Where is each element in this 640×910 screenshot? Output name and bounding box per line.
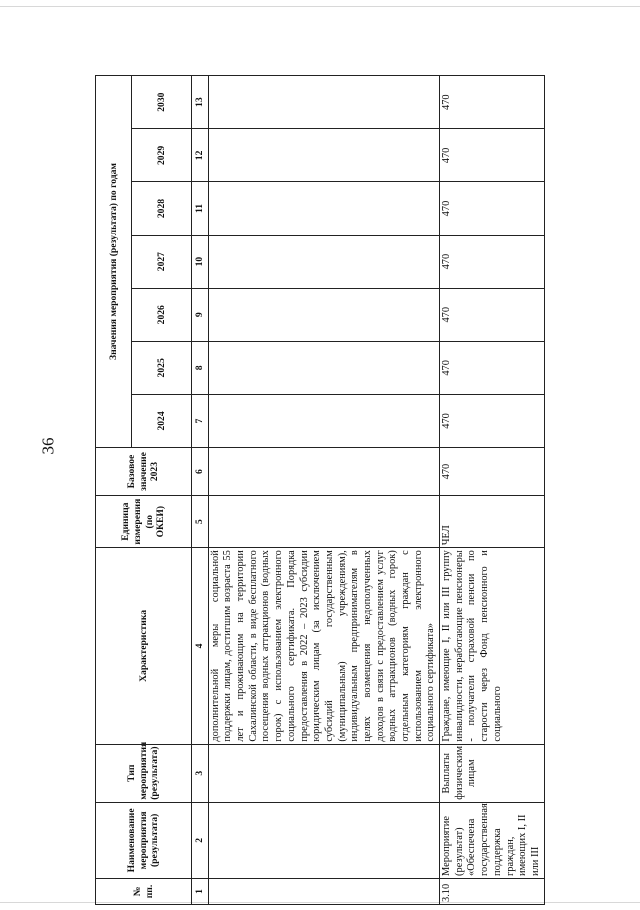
header-year: 2030 <box>132 76 192 129</box>
column-number: 2 <box>192 802 209 878</box>
column-number: 5 <box>192 496 209 548</box>
row-year-value: 470 <box>440 235 545 288</box>
row-name <box>208 802 439 878</box>
header-unit: Единица измерения (по ОКЕИ) <box>96 496 192 548</box>
row-year-value: 470 <box>440 341 545 394</box>
row-unit <box>208 496 439 548</box>
scan-edge-top <box>0 6 640 7</box>
header-base-value: Базовое значение 2023 <box>96 448 192 496</box>
column-number: 4 <box>192 548 209 744</box>
column-number: 6 <box>192 448 209 496</box>
column-number: 13 <box>192 76 209 129</box>
header-name: Наименование мероприятия (результата) <box>96 802 192 878</box>
row-year-value: 470 <box>440 288 545 341</box>
header-year: 2029 <box>132 129 192 182</box>
header-type: Тип мероприятия (результата) <box>96 744 192 802</box>
column-number: 8 <box>192 341 209 394</box>
activity-table <box>95 75 545 905</box>
row-year-value <box>208 341 439 394</box>
column-number: 3 <box>192 744 209 802</box>
row-year-value <box>208 129 439 182</box>
row-characteristic: Граждане, имеющие I, II или III группу инвалидности, неработающие пенсионеры - получатели страховой пенсии по старости через Фонд пенсионного и социального <box>440 548 545 744</box>
header-year: 2027 <box>132 235 192 288</box>
header-year: 2025 <box>132 341 192 394</box>
row-base-value <box>208 448 439 496</box>
row-name: Мероприятие (результат) «Обеспечена государственная поддержка граждан, имеющих I, II или III <box>440 802 545 878</box>
page-number: 36 <box>38 437 58 455</box>
row-year-value <box>208 288 439 341</box>
table-row <box>440 76 545 905</box>
row-year-value: 470 <box>440 76 545 129</box>
row-num: 3.10 <box>440 878 545 904</box>
header-year: 2026 <box>132 288 192 341</box>
column-number: 9 <box>192 288 209 341</box>
header-year: 2024 <box>132 394 192 447</box>
column-number: 11 <box>192 182 209 235</box>
row-year-value: 470 <box>440 129 545 182</box>
header-year: 2028 <box>132 182 192 235</box>
row-year-value: 470 <box>440 182 545 235</box>
column-number: 12 <box>192 129 209 182</box>
row-type <box>208 744 439 802</box>
rotated-table-wrapper <box>95 75 541 905</box>
row-year-value <box>208 235 439 288</box>
row-year-value <box>208 394 439 447</box>
column-number: 1 <box>192 878 209 904</box>
row-year-value <box>208 182 439 235</box>
table-row <box>208 76 439 905</box>
column-number-row <box>192 76 209 905</box>
header-num: № пп. <box>96 878 192 904</box>
row-base-value: 470 <box>440 448 545 496</box>
column-number: 7 <box>192 394 209 447</box>
column-number: 10 <box>192 235 209 288</box>
row-year-value: 470 <box>440 394 545 447</box>
row-year-value <box>208 76 439 129</box>
row-type: Выплаты физическим лицам <box>440 744 545 802</box>
row-characteristic: дополнительной меры социальной поддержки лицам, достигшим возраста 55 лет и проживающим на территории Сахалинской области, в виде бесплатного посещения водных аттракционов (водных горок) с использованием электронного социального сертификата. Порядка предоставления в 2022 – 2023 субсидии юридическим лицам (за исключением субсидий государственным (муниципальным) учреждениям), индивидуальным предпринимателям в целях возмещения недополученных доходов в связи с предоставлением услуг водных аттракционов (водных горок) отдельным категориям граждан с использованием электронного социального сертификата» <box>208 548 439 744</box>
row-num <box>208 878 439 904</box>
header-characteristic: Характеристика <box>96 548 192 744</box>
row-unit: ЧЕЛ <box>440 496 545 548</box>
header-values-by-year: Значения мероприятия (результата) по годам <box>96 76 132 448</box>
